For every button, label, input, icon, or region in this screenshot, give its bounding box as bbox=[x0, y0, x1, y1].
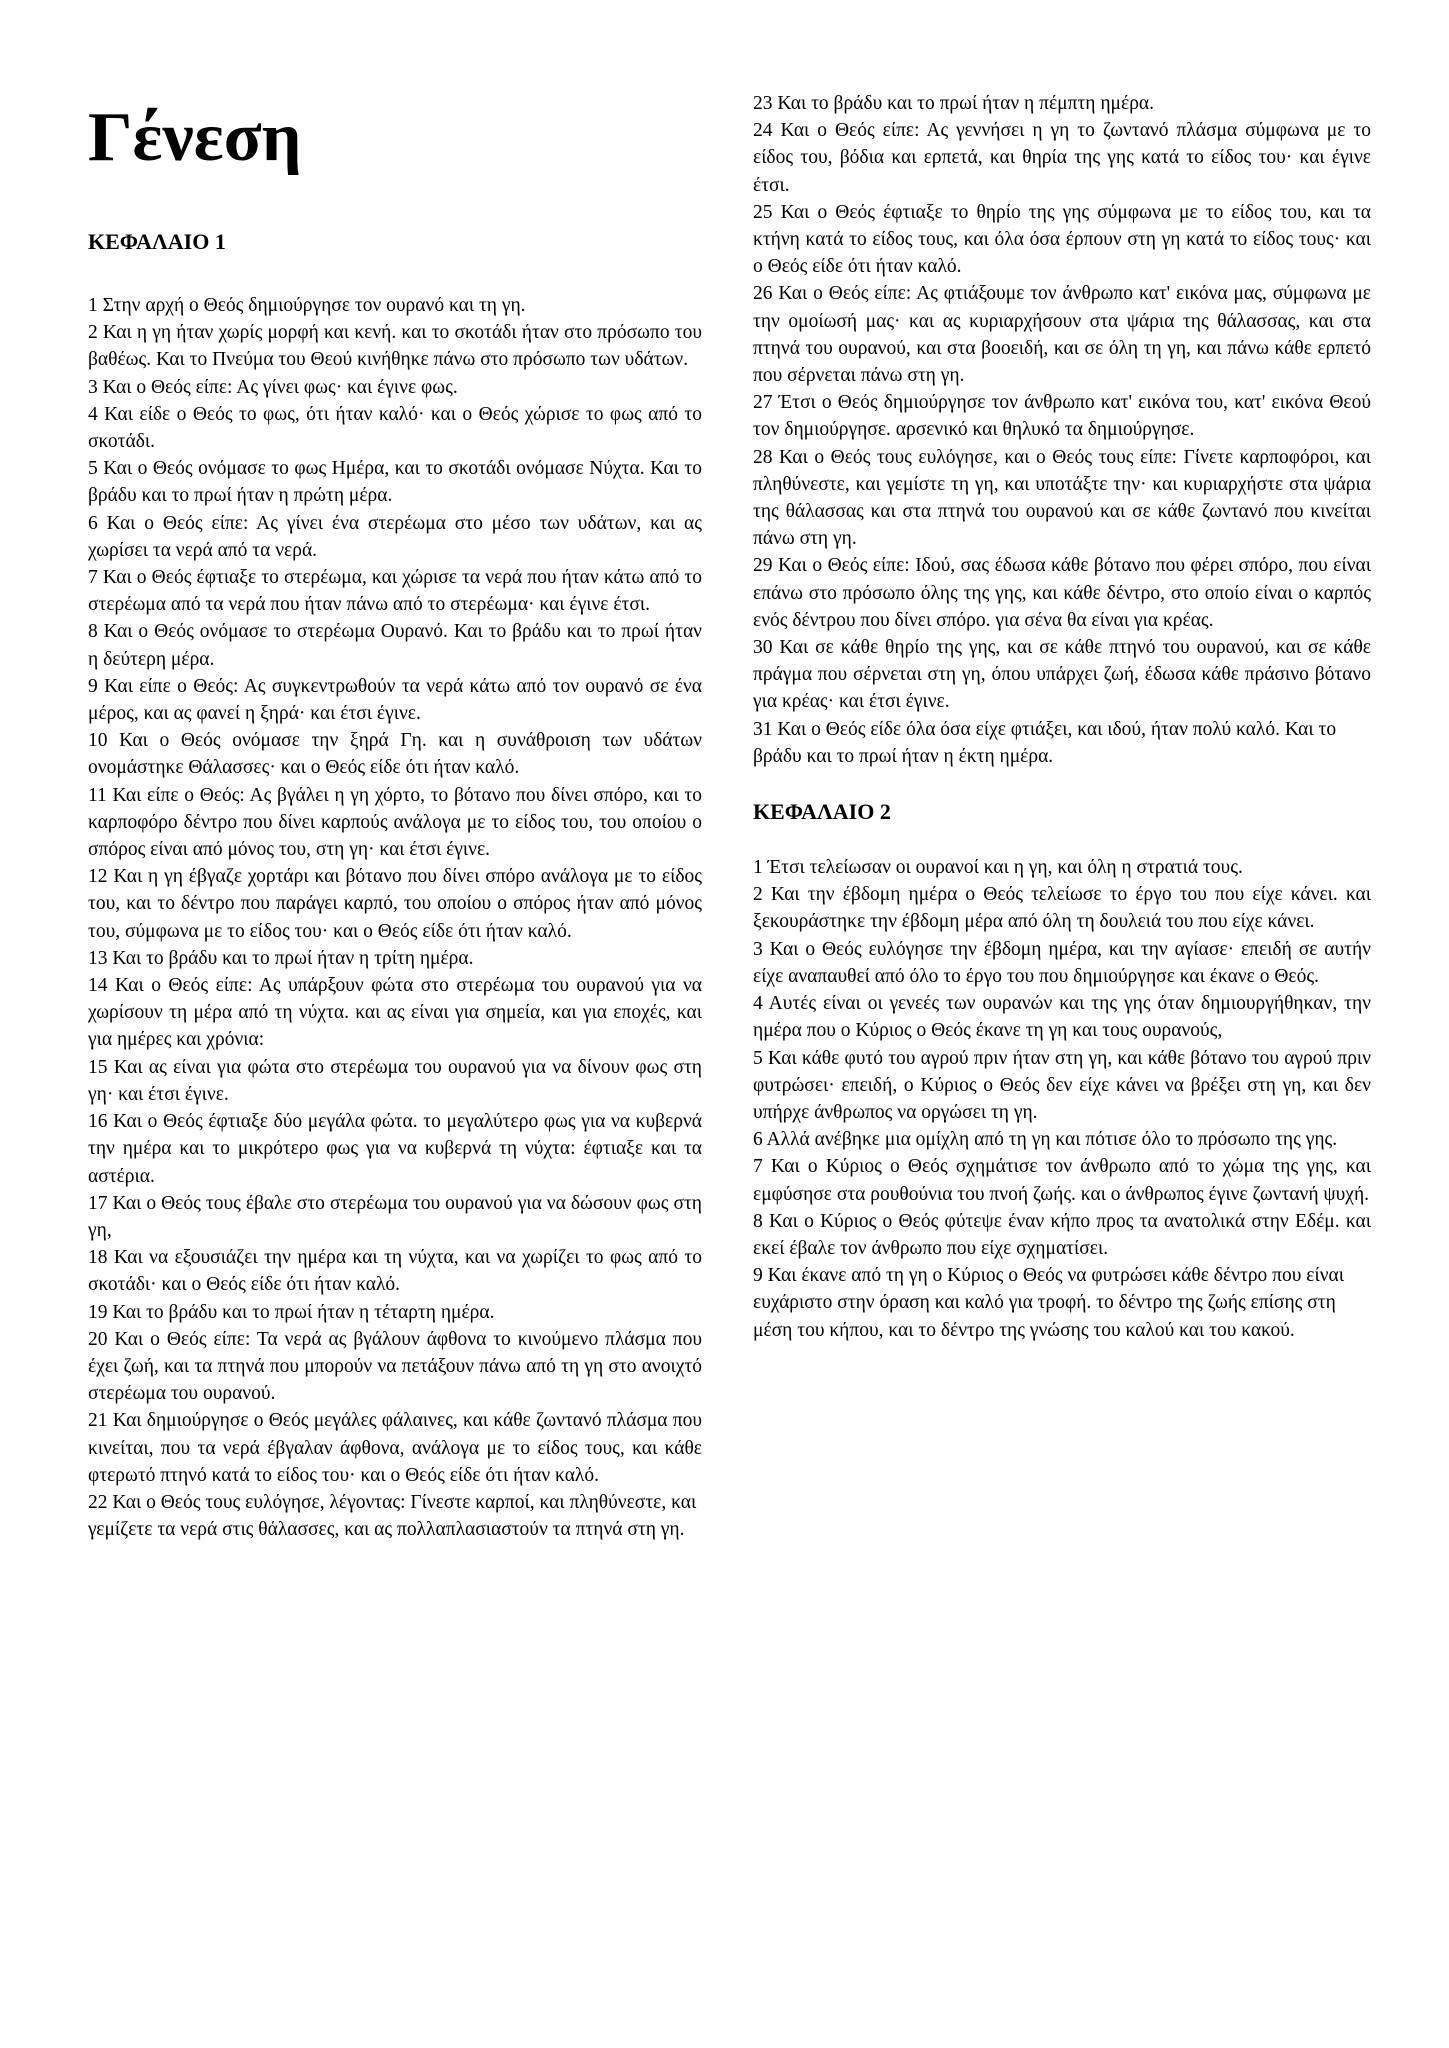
verse: 1 Έτσι τελείωσαν οι ουρανοί και η γη, και όλη η στρατιά τους. bbox=[753, 857, 1243, 879]
verse: 5 Και ο Θεός ονόμασε το φως Ημέρα, και το σκοτάδι ονόμασε Νύχτα. Και το βράδυ και το πρωί ήταν η πρώτη μέρα. bbox=[88, 458, 702, 507]
verse: 2 Και η γη ήταν χωρίς μορφή και κενή. και το σκοτάδι ήταν στο πρόσωπο του βαθέως. Και το Πνεύμα του Θεού κινήθηκε πάνω στο πρόσωπο των υδάτων. bbox=[88, 322, 702, 371]
right-column bbox=[753, 90, 1371, 1344]
verse: 4 Και είδε ο Θεός το φως, ότι ήταν καλό· και ο Θεός χώρισε το φως από το σκοτάδι. bbox=[88, 403, 702, 453]
verse: 19 Και το βράδυ και το πρωί ήταν η τέταρτη ημέρα. bbox=[88, 1301, 495, 1323]
chapter-heading-2: ΚΕΦΑΛΑΙΟ 2 bbox=[753, 799, 891, 825]
verse: 12 Και η γη έβγαζε χορτάρι και βότανο που δίνει σπόρο ανάλογα με το είδος του, και το δέντρο που παράγει καρπό, του οποίου ο σπόρος ήταν από μόνος του, σύμφωνα με το είδος του· και ο Θεός είδε ότι ήταν καλό. bbox=[88, 866, 702, 942]
verse: 3 Και ο Θεός ευλόγησε την έβδομη ημέρα, και την αγίασε· επειδή σε αυτήν είχε αναπαυθεί από όλο το έργο του που δημιούργησε και έκανε ο Θεός. bbox=[753, 938, 1371, 987]
verse: 27 Έτσι ο Θεός δημιούργησε τον άνθρωπο κατ' εικόνα του, κατ' εικόνα Θεού τον δημιούργησε. αρσενικό και θηλυκό τα δημιούργησε. bbox=[753, 392, 1371, 441]
chapter-1-verses-right bbox=[753, 90, 1371, 770]
verse: 13 Και το βράδυ και το πρωί ήταν η τρίτη ημέρα. bbox=[88, 947, 474, 969]
verse: 23 Και το βράδυ και το πρωί ήταν η πέμπτη ημέρα. bbox=[753, 93, 1155, 114]
verse: 8 Και ο Κύριος ο Θεός φύτεψε έναν κήπο προς τα ανατολικά στην Εδέμ. και εκεί έβαλε τον άνθρωπο που είχε σχηματίσει. bbox=[753, 1210, 1371, 1259]
verse: 7 Και ο Κύριος ο Θεός σχημάτισε τον άνθρωπο από το χώμα της γης, και εμφύσησε στα ρουθούνια του πνοή ζωής. και ο άνθρωπος έγινε ζωντανή ψυχή. bbox=[753, 1156, 1371, 1205]
verse: 6 Αλλά ανέβηκε μια ομίχλη από τη γη και πότισε όλο το πρόσωπο της γης. bbox=[753, 1129, 1338, 1151]
verse: 5 Και κάθε φυτό του αγρού πριν ήταν στη γη, και κάθε βότανο του αγρού πριν φυτρώσει· επειδή, ο Κύριος ο Θεός δεν είχε κάνει να βρέξει στη γη, και δεν υπήρχε άνθρωπος να οργώσει τη γη. bbox=[753, 1047, 1371, 1123]
verse: 3 Και ο Θεός είπε: Ας γίνει φως· και έγινε φως. bbox=[88, 376, 458, 398]
verse: 6 Και ο Θεός είπε: Ας γίνει ένα στερέωμα στο μέσο των υδάτων, και ας χωρίσει τα νερά από τα νερά. bbox=[88, 512, 702, 561]
verse: 8 Και ο Θεός ονόμασε το στερέωμα Ουρανό. Και το βράδυ και το πρωί ήταν η δεύτερη μέρα. bbox=[88, 621, 702, 670]
left-column bbox=[88, 90, 702, 1543]
verse: 7 Και ο Θεός έφτιαξε το στερέωμα, και χώρισε τα νερά που ήταν κάτω από το στερέωμα από τα νερά που ήταν πάνω από το στερέωμα· και έγινε έτσι. bbox=[88, 567, 702, 616]
chapter-1-verses-left bbox=[88, 292, 702, 1543]
verse: 9 Και είπε ο Θεός: Ας συγκεντρωθούν τα νερά κάτω από τον ουρανό σε ένα μέρος, και ας φανεί η ξηρά· και έτσι έγινε. bbox=[88, 675, 702, 725]
verse: 28 Και ο Θεός τους ευλόγησε, και ο Θεός τους είπε: Γίνετε καρποφόροι, και πληθύνεστε, και γεμίστε τη γη, και υποτάξτε την· και κυριαρχήστε στα ψάρια της θάλασσας και στα πτηνά του ουρανού και σε κάθε ζωντανό που κινείται πάνω στη γη. bbox=[753, 446, 1371, 550]
verse: 10 Και ο Θεός ονόμασε την ξηρά Γη. και η συνάθροιση των υδάτων ονομάστηκε Θάλασσες· και ο Θεός είδε ότι ήταν καλό. bbox=[88, 730, 702, 779]
verse: 14 Και ο Θεός είπε: Ας υπάρξουν φώτα στο στερέωμα του ουρανού για να χωρίσουν τη μέρα από τη νύχτα. και ας είναι για σημεία, και για εποχές, και για ημέρες και χρόνια: bbox=[88, 975, 702, 1051]
verse: 24 Και ο Θεός είπε: Ας γεννήσει η γη το ζωντανό πλάσμα σύμφωνα με το είδος του, βόδια και ερπετά, και θηρία της γης κατά το είδος του· και έγινε έτσι. bbox=[753, 120, 1371, 196]
verse: 9 Και έκανε από τη γη ο Κύριος ο Θεός να φυτρώσει κάθε δέντρο που είναι ευχάριστο στην όραση και καλό για τροφή. το δέντρο της ζωής επίσης στη μέση του κήπου, και το δέντρο της γνώσης του καλού και του κακού. bbox=[753, 1265, 1345, 1341]
verse: 4 Αυτές είναι οι γενεές των ουρανών και της γης όταν δημιουργήθηκαν, την ημέρα που ο Κύριος ο Θεός έκανε τη γη και τους ουρανούς, bbox=[753, 993, 1371, 1042]
document-title: Γένεση bbox=[88, 99, 302, 176]
verse: 20 Και ο Θεός είπε: Τα νερά ας βγάλουν άφθονα το κινούμενο πλάσμα που έχει ζωή, και τα πτηνά που μπορούν να πετάξουν πάνω από τη γη στο ανοιχτό στερέωμα του ουρανού. bbox=[88, 1328, 702, 1405]
verse: 26 Και ο Θεός είπε: Ας φτιάξουμε τον άνθρωπο κατ' εικόνα μας, σύμφωνα με την ομοίωσή μας· και ας κυριαρχήσουν στα ψάρια της θάλασσας, και στα πτηνά του ουρανού, και στα βοοειδή, και σε όλη τη γη, και πάνω κάθε ερπετό που σέρνεται πάνω στη γη. bbox=[753, 283, 1371, 387]
verse: 21 Και δημιούργησε ο Θεός μεγάλες φάλαινες, και κάθε ζωντανό πλάσμα που κινείται, που τα νερά έβγαλαν άφθονα, ανάλογα με το είδος τους, και κάθε φτερωτό πτηνό κατά το είδος του· και ο Θεός είδε ότι ήταν καλό. bbox=[88, 1410, 702, 1486]
verse: 16 Και ο Θεός έφτιαξε δύο μεγάλα φώτα. το μεγαλύτερο φως για να κυβερνά την ημέρα και το μικρότερο φως για να κυβερνά τη νύχτα: έφτιαξε και τα αστέρια. bbox=[88, 1111, 702, 1187]
verse: 25 Και ο Θεός έφτιαξε το θηρίο της γης σύμφωνα με το είδος του, και τα κτήνη κατά το είδος τους, και όλα όσα έρπουν στη γη κατά το είδος τους· και ο Θεός είδε ότι ήταν καλό. bbox=[753, 201, 1371, 278]
verse: 17 Και ο Θεός τους έβαλε στο στερέωμα του ουρανού για να δώσουν φως στη γη, bbox=[88, 1192, 702, 1241]
chapter-heading-1: ΚΕΦΑΛΑΙΟ 1 bbox=[88, 229, 226, 254]
verse: 30 Και σε κάθε θηρίο της γης, και σε κάθε πτηνό του ουρανού, και σε κάθε πράγμα που σέρνεται στη γη, όπου υπάρχει ζωή, έδωσα κάθε πράσινο βότανο για κρέας· και έτσι έγινε. bbox=[753, 637, 1371, 713]
chapter-2-verses bbox=[753, 854, 1371, 1344]
verse: 18 Και να εξουσιάζει την ημέρα και τη νύχτα, και να χωρίζει το φως από το σκοτάδι· και ο Θεός είδε ότι ήταν καλό. bbox=[88, 1247, 702, 1296]
verse: 11 Και είπε ο Θεός: Ας βγάλει η γη χόρτο, το βότανο που δίνει σπόρο, και το καρποφόρο δέντρο που δίνει καρπούς ανάλογα με το είδος του, του οποίου ο σπόρος είναι από μόνος του, στη γη· και έτσι έγινε. bbox=[88, 784, 702, 861]
verse: 29 Και ο Θεός είπε: Ιδού, σας έδωσα κάθε βότανο που φέρει σπόρο, που είναι επάνω στο πρόσωπο όλης της γης, και κάθε δέντρο, στο οποίο είναι ο καρπός ενός δέντρου που δίνει σπόρο. για σένα θα είναι για κρέας. bbox=[753, 555, 1371, 631]
verse: 1 Στην αρχή ο Θεός δημιούργησε τον ουρανό και τη γη. bbox=[88, 295, 526, 316]
verse: 22 Και ο Θεός τους ευλόγησε, λέγοντας: Γίνεστε καρποί, και πληθύνεστε, και γεμίζετε τα νερά στις θάλασσες, και ας πολλαπλασιαστούν τα πτηνά στη γη. bbox=[88, 1491, 697, 1541]
verse: 2 Και την έβδομη ημέρα ο Θεός τελείωσε το έργο του που είχε κάνει. και ξεκουράστηκε την έβδομη μέρα από όλη τη δουλειά του που είχε κάνει. bbox=[753, 884, 1371, 933]
verse: 15 Και ας είναι για φώτα στο στερέωμα του ουρανού για να δίνουν φως στη γη· και έτσι έγινε. bbox=[88, 1056, 702, 1105]
verse: 31 Και ο Θεός είδε όλα όσα είχε φτιάξει, και ιδού, ήταν πολύ καλό. Και το βράδυ και το πρωί ήταν η έκτη ημέρα. bbox=[753, 718, 1337, 767]
